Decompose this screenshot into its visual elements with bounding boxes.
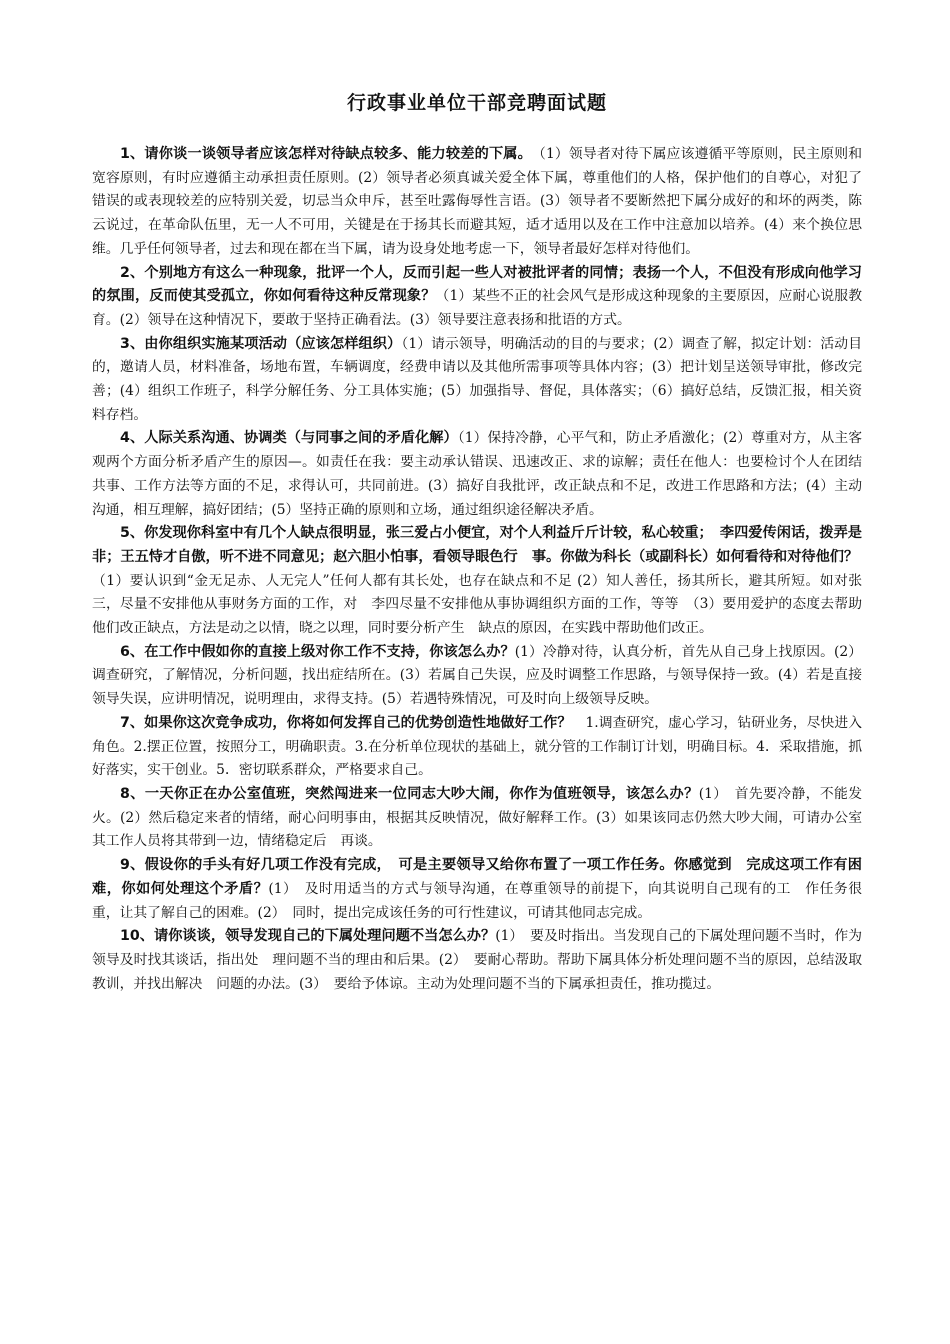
document-title: 行政事业单位干部竞聘面试题 (346, 92, 607, 114)
answer-10: (1） 要及时指出。当发现自己的下属处理问题不当时，作为领导及时找其谈话，指出处 理问题不当的理由和后果。(2） 要耐心帮助。帮助下属具体分析处理问题不当的原因，总结汲取教训，并找出解决 问题的办法。(3） 要给予体谅。主动为处理问题不当的下属承担责任，推功揽过。 (92, 928, 863, 992)
answer-9: (1） 及时用适当的方式与领导沟通，在尊重领导的前提下，向其说明自己现有的工 作任务很重，让其了解自己的困难。(2） 同时，提出完成该任务的可行性建议，可请其他同志完成。 (92, 880, 862, 921)
question-5: 5、你发现你科室中有几个人缺点很明显，张三爱占小便宜，对个人利益斤斤计较，私心较重； 李四爱传闲话，拨弄是非；王五恃才自傲，听不进不同意见；赵六胆小怕事，看领导眼色行 事。你做为科长（或副科长）如何看待和对待他们？ (92, 525, 862, 565)
answer-7: 1.调查研究，虚心学习，钻研业务，尽快进入角色。2.摆正位置，按照分工，明确职责。3.在分析单位现状的基础上，就分管的工作制订计划，明确目标。4．采取措施，抓好落实，实干创业。5．密切联系群众，严格要求自己。 (92, 714, 863, 779)
qa-item-6 (92, 641, 862, 712)
qa-item-5 (92, 522, 872, 641)
question-9: 9、假设你的手头有好几项工作没有完成， 可是主要领导又给你布置了一项工作任务。你感觉到 完成这项工作有困难，你如何处理这个矛盾？ (92, 857, 862, 897)
document-page (92, 0, 872, 996)
answer-3: （1）请示领导，明确活动的目的与要求；(2）调查了解，拟定计划：活动目的，邀请人员，材料准备，场地布置，车辆调度，经费申请以及其他所需事项等具体内容；(3）把计划呈送领导审批，修改完善；(4）组织工作班子，科学分解任务、分工具体实施；(5）加强指导、督促，具体落实；（6）搞好总结，反馈汇报，相关资料存档。 (92, 335, 862, 423)
question-6: 6、在工作中假如你的直接上级对你工作不支持，你该怎么办？ (120, 643, 515, 660)
qa-item-8 (92, 783, 862, 854)
qa-item-7 (92, 712, 862, 783)
question-4: 4、人际关系沟通、协调类（与同事之间的矛盾化解） (120, 430, 458, 447)
question-2: 2、个别地方有这么一种现象，批评一个人，反而引起一些人对被批评者的同情；表扬一个人，不但没有形成向他学习的氛围，反而使其受孤立，你如何看待这种反常现象？ (92, 264, 862, 305)
question-8: 8、一天你正在办公室值班，突然闯进来一位同志大吵大闹，你作为值班领导，该怎么办？ (120, 785, 699, 802)
qa-item-9 (92, 854, 862, 925)
qa-item-4 (92, 427, 862, 522)
answer-4: （1）保持冷静，心平气和，防止矛盾激化；(2）尊重对方，从主客观两个方面分析矛盾产生的原因—。如责任在我：要主动承认错误、迅速改正、求的谅解；责任在他人：也要检讨个人在团结共事、工作方法等方面的不足，求得认可，共同前进。(3）搞好自我批评，改正缺点和不足，改进工作思路和方法；(4）主动沟通，相互理解，搞好团结；(5）坚持正确的原则和立场，通过组织途径解决矛盾。 (92, 430, 862, 518)
qa-item-1 (92, 143, 862, 262)
qa-item-2 (92, 262, 862, 333)
question-1: 1、请你谈一谈领导者应该怎样对待缺点较多、能力较差的下属。 (120, 146, 525, 162)
answer-5: （1）要认识到“金无足赤、人无完人”任何人都有其长处，也存在缺点和不足 (2）知人善任，扬其所长，避其所短。如对张三，尽量不安排他从事财务方面的工作，对 李四尽量不安排他从事协调组织方面的工作，等等 （3）要用爱护的态度去帮助他们改正缺点，方法是动之以情，晓之以理，同时要分析产生 缺点的原因，在实践中帮助他们改正。 (92, 548, 872, 637)
answer-2: （1）某些不正的社会风气是形成这种现象的主要原因，应耐心说服教育。(2）领导在这种情况下，要敢于坚持正确看法。(3）领导要注意表扬和批语的方式。 (92, 288, 862, 328)
answer-8: (1） 首先要冷静，不能发火。(2）然后稳定来者的情绪，耐心问明事由，根据其反映情况，做好解释工作。(3）如果该同志仍然大吵大闹，可请办公室其工作人员将其带到一边，情绪稳定后 再谈。 (92, 785, 862, 850)
question-10: 10、请你谈谈，领导发现自己的下属处理问题不当怎么办？ (120, 928, 496, 945)
question-7: 7、如果你这次竞争成功，你将如何发挥自己的优势创造性地做好工作？ (120, 714, 572, 731)
question-3: 3、由你组织实施某项活动（应该怎样组织） (120, 335, 402, 352)
qa-item-3 (92, 333, 862, 428)
answer-1: （1）领导者对待下属应该遵循平等原则，民主原则和宽容原则，有时应遵循主动承担责任原则。(2）领导者必须真诚关爱全体下属，尊重他们的人格，保护他们的自尊心，对犯了错误的或表现较差的应特别关爱，切忌当众申斥，甚至吐露侮辱性言语。(3）领导者不要断然把下属分成好的和坏的两类，陈云说过，在革命队伍里，无一人不可用，关键是在于扬其长而避其短，适才适用以及在工作中注意加以培养。(4）来个换位思维。几乎任何领导者，过去和现在都在当下属，请为设身处地考虑一下，领导者最好怎样对待他们。 (92, 146, 862, 257)
answer-6: (1）冷静对待，认真分析，首先从自己身上找原因。(2）调查研究，了解情况，分析问题，找出症结所在。(3）若属自己失误，应及时调整工作思路，与领导保持一致。(4）若是直接领导失误，应讲明情况，说明理由，求得支持。(5）若遇特殊情况，可及时向上级领导反映。 (92, 643, 863, 708)
qa-item-10 (92, 925, 862, 996)
